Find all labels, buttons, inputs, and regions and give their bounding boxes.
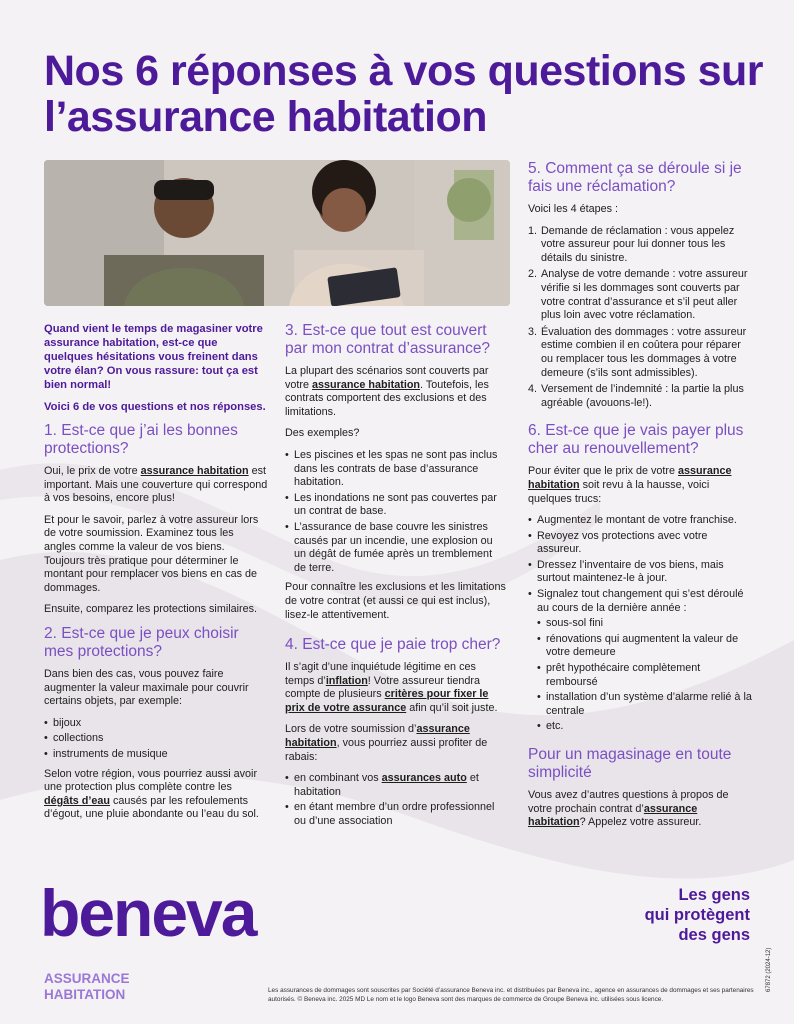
tagline-line: qui protègent bbox=[644, 906, 750, 924]
list-item: • en étant membre d’un ordre professionnel ou d’une association bbox=[285, 801, 507, 828]
tagline-line: Les gens bbox=[678, 886, 750, 904]
assurances-auto-link[interactable]: assurances auto bbox=[381, 772, 467, 785]
step-number: 4. bbox=[528, 383, 538, 396]
text: et habitation bbox=[294, 772, 479, 798]
list-item: • Dressez l’inventaire de vos biens, mais surtout maintenez-le à jour. bbox=[528, 559, 753, 586]
inflation-link[interactable]: inflation bbox=[325, 674, 368, 687]
page-title: Nos 6 réponses à vos questions sur l’assurance habitation bbox=[44, 47, 764, 141]
column-middle bbox=[285, 322, 507, 835]
question-3-list bbox=[285, 449, 507, 575]
text: ! Votre assureur tiendra compte de plusieurs bbox=[285, 674, 481, 701]
step-text: Demande de réclamation : vous appelez votre assureur pour lui donner tous les détails du sinistre. bbox=[541, 224, 735, 264]
list-item bbox=[528, 268, 753, 322]
intro-lead-2: Voici 6 de vos questions et nos réponses. bbox=[44, 401, 266, 413]
step-number: 3. bbox=[528, 325, 538, 338]
list-item bbox=[528, 225, 753, 266]
question-1-heading: 1. Est-ce que j’ai les bonnes protections? bbox=[44, 422, 238, 457]
list-item: • Augmentez le montant de votre franchise. bbox=[528, 514, 753, 528]
question-6-paragraph-1 bbox=[528, 465, 753, 506]
closing-heading: Pour un magasinage en toute simplicité bbox=[528, 746, 732, 781]
question-6-sublist bbox=[537, 617, 753, 734]
legal-notice: Les assurances de dommages sont souscrites par Société d’assurance Beneva inc. et distribuées par Beneva inc., agence en assurances de dommages et ses partenaires autorisés. © Beneva inc. 2025 MD Le nom et le logo Beneva sont des marques de commerce de Groupe Beneva inc. utilisées sous licence. bbox=[268, 987, 754, 1003]
assurance-habitation-link[interactable]: assurance habitation bbox=[528, 465, 732, 491]
intro-lead: Quand vient le temps de magasiner votre assurance habitation, est-ce que quelques hésitations vous freinent dans votre élan? On vous rassure: tout ça est bien normal! bbox=[44, 323, 263, 391]
document-code: 67872 (2024-12) bbox=[766, 947, 772, 992]
list-item: • Les piscines et les spas ne sont pas inclus dans les contrats de base d’assurance habitation. bbox=[285, 449, 507, 490]
text: Selon votre région, vous pourriez aussi avoir une protection plus complète contre les bbox=[44, 767, 258, 794]
list-item: • L’assurance de base couvre les sinistres causés par un incendie, une explosion ou un dégât de fumée après un tremblement de terre. bbox=[285, 521, 507, 575]
question-1-paragraph-3: Ensuite, comparez les protections similaires. bbox=[44, 603, 258, 616]
degats-deau-link[interactable]: dégâts d’eau bbox=[44, 794, 110, 807]
text: en combinant vos bbox=[294, 772, 382, 785]
list-item: • Signalez tout changement qui s’est déroulé au cours de la dernière année : bbox=[528, 588, 753, 615]
list-item: • bijoux bbox=[44, 717, 268, 731]
text: Oui, le prix de votre bbox=[44, 465, 141, 477]
question-2-paragraph-1: Dans bien des cas, vous pouvez faire augmenter la valeur maximale pour couvrir certains objets, par exemple: bbox=[44, 667, 249, 708]
question-5-paragraph-1: Voici les 4 étapes : bbox=[528, 203, 619, 215]
question-4-paragraph-1 bbox=[285, 661, 507, 715]
question-3-paragraph-1 bbox=[285, 365, 507, 419]
step-number: 2. bbox=[528, 268, 538, 281]
list-item bbox=[528, 383, 753, 410]
text: . Toutefois, les contrats comportent des exclusions et des limitations. bbox=[285, 378, 489, 418]
list-item bbox=[285, 772, 507, 799]
sub-list-item: • prêt hypothécaire complètement remboursé bbox=[537, 662, 753, 689]
text: La plupart des scénarios sont couverts par votre bbox=[285, 365, 489, 391]
text: ? Appelez votre assureur. bbox=[579, 816, 702, 829]
step-number: 1. bbox=[528, 224, 538, 237]
sub-list-item: • installation d’un système d’alarme relié à la centrale bbox=[537, 691, 753, 718]
text: Il s’agit d’une inquiétude légitime en ces temps d’ bbox=[285, 661, 476, 687]
brand-subtitle-line: HABITATION bbox=[44, 987, 126, 1002]
question-3-paragraph-3: Pour connaître les exclusions et les limitations de votre contrat (et aussi ce qui est inclus), lisez-le attentivement. bbox=[285, 581, 506, 621]
question-1-paragraph-2: Et pour le savoir, parlez à votre assureur lors de votre soumission. Examinez tous les angles comme la valeur de vos biens. Toujours très pratique pour déterminer le montant pour remplacer vos biens en cas de dommages. bbox=[44, 513, 259, 594]
tagline-line: des gens bbox=[678, 926, 750, 944]
question-2-paragraph-2 bbox=[44, 768, 268, 822]
claim-steps-list bbox=[528, 225, 753, 411]
text: Pour éviter que le prix de votre bbox=[528, 465, 679, 478]
assurance-habitation-link[interactable]: assurance habitation bbox=[285, 723, 470, 750]
list-item bbox=[528, 326, 753, 380]
column-right bbox=[528, 160, 753, 838]
text: soit revu à la hausse, voici quelques trucs: bbox=[528, 478, 710, 505]
brand-subtitle bbox=[44, 971, 130, 1003]
question-2-list bbox=[44, 717, 268, 762]
closing-paragraph bbox=[528, 789, 753, 830]
criteres-prix-link[interactable]: critères pour fixer le prix de votre assurance bbox=[285, 688, 489, 714]
list-item: • instruments de musique bbox=[44, 748, 268, 762]
question-3-heading: 3. Est-ce que tout est couvert par mon contrat d’assurance? bbox=[285, 322, 491, 357]
sub-list-item: • rénovations qui augmentent la valeur de votre demeure bbox=[537, 633, 753, 660]
text: Vous avez d’autres questions à propos de votre prochain contrat d’ bbox=[528, 789, 729, 815]
text: causés par les refoulements d’égout, une pluie abondante ou l’eau du sol. bbox=[44, 794, 259, 821]
step-text: Versement de l’indemnité : la partie la plus agréable (avouons-le!). bbox=[541, 383, 744, 409]
question-6-list bbox=[528, 514, 753, 615]
question-5-heading: 5. Comment ça se déroule si je fais une réclamation? bbox=[528, 160, 742, 195]
tagline bbox=[580, 885, 750, 945]
question-2-heading: 2. Est-ce que je peux choisir mes protections? bbox=[44, 624, 239, 660]
question-4-heading: 4. Est-ce que je paie trop cher? bbox=[285, 636, 501, 654]
step-text: Évaluation des dommages : votre assureur estime combien il en coûtera pour réparer ou remplacer tous les dommages à votre demeure (s’ils sont admissibles). bbox=[541, 325, 747, 379]
list-item: • Les inondations ne sont pas couvertes par un contrat de base. bbox=[285, 492, 507, 519]
assurance-habitation-link[interactable]: assurance habitation bbox=[312, 378, 421, 391]
list-item: • Revoyez vos protections avec votre assureur. bbox=[528, 530, 753, 557]
beneva-logo: beneva bbox=[40, 876, 256, 950]
question-4-list bbox=[285, 772, 507, 828]
hero-photo bbox=[44, 160, 510, 306]
text: , vous pourriez aussi profiter de rabais: bbox=[285, 737, 488, 763]
brand-subtitle-line: ASSURANCE bbox=[44, 971, 130, 986]
text: afin qu’il soit juste. bbox=[406, 701, 498, 714]
list-item: • collections bbox=[44, 732, 268, 746]
sub-list-item: • sous-sol fini bbox=[537, 617, 753, 631]
text: est important. Mais une couverture qui correspond à vos besoins, encore plus! bbox=[44, 465, 268, 505]
question-3-paragraph-2: Des exemples? bbox=[285, 427, 360, 440]
assurance-habitation-link[interactable]: assurance habitation bbox=[140, 465, 249, 477]
assurance-habitation-link[interactable]: assurance habitation bbox=[528, 802, 698, 829]
question-1-paragraph-1 bbox=[44, 465, 268, 506]
column-left bbox=[44, 322, 268, 830]
question-6-heading: 6. Est-ce que je vais payer plus cher au renouvellement? bbox=[528, 422, 744, 458]
sub-list-item: • etc. bbox=[537, 720, 753, 734]
question-4-paragraph-2 bbox=[285, 723, 507, 764]
text: Lors de votre soumission d’ bbox=[285, 723, 417, 736]
step-text: Analyse de votre demande : votre assureur vérifie si les dommages sont couverts par votre contrat d’assurance et s’il peut aller plus loin avec votre réclamation. bbox=[541, 268, 748, 322]
couple-reviewing-documents-image bbox=[44, 160, 510, 306]
